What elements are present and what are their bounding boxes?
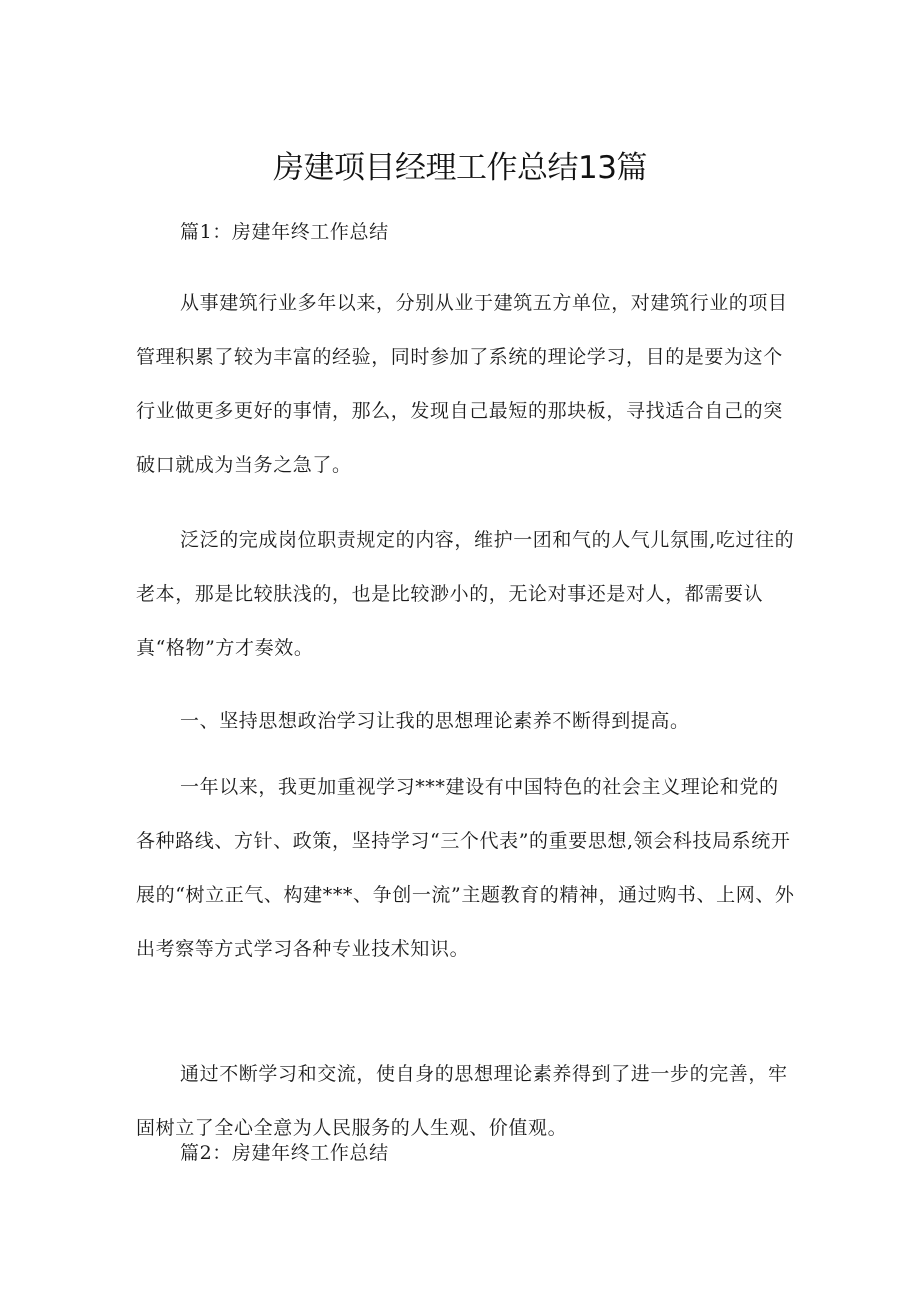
section-heading-2: 篇2：房建年终工作总结	[180, 1142, 389, 1164]
paragraph: 通过不断学习和交流，使自身的思想理论素养得到了进一步的完善，牢固树立了全心全意为人民服务的人生观、价值观。	[136, 1063, 788, 1139]
section-heading-1: 篇1：房建年终工作总结	[180, 221, 389, 243]
paragraph: 一年以来，我更加重视学习***建设有中国特色的社会主义理论和党的各种路线、方针、政策，坚持学习“三个代表”的重要思想,领会科技局系统开展的“树立正气、构建***、争创一流”主题教育的精神，通过购书、上网、外出考察等方式学习各种专业技术知识。	[136, 776, 795, 960]
document-title: 房建项目经理工作总结13篇	[273, 150, 647, 186]
paragraph: 泛泛的完成岗位职责规定的内容，维护一团和气的人气儿氛围,吃过往的老本，那是比较肤浅的，也是比较渺小的，无论对事还是对人，都需要认真“格物”方才奏效。	[136, 529, 795, 659]
subheading: 一、坚持思想政治学习让我的思想理论素养不断得到提高。	[180, 710, 690, 732]
paragraph: 从事建筑行业多年以来，分别从业于建筑五方单位，对建筑行业的项目管理积累了较为丰富的经验，同时参加了系统的理论学习，目的是要为这个行业做更多更好的事情，那么，发现自己最短的那块板，寻找适合自己的突破口就成为当务之急了。	[136, 292, 788, 476]
